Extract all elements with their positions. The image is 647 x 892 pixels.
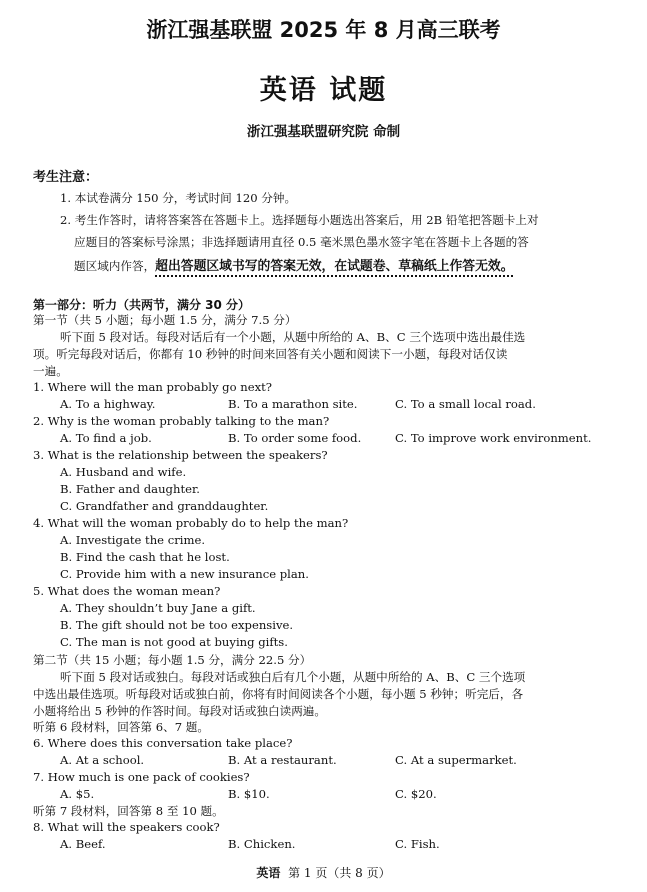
footer-page-number: 第 1 页（共 8 页）	[288, 866, 391, 880]
q1-option-c: C. To a small local road.	[395, 397, 536, 411]
section1-instruction-1: 听下面 5 段对话。每段对话后有一个小题，从题中所给的 A、B、C 三个选项中选出最佳选	[60, 330, 526, 344]
material-7-note: 听第 7 段材料，回答第 8 至 10 题。	[33, 804, 224, 818]
notice-item-2-line-1: 2. 考生作答时，请将答案答在答题卡上。选择题每小题选出答案后，用 2B 铅笔把答题卡上对	[60, 213, 539, 227]
q2-option-b: B. To order some food.	[228, 431, 362, 445]
notice-item-2-text: 题区域内作答，	[74, 259, 156, 273]
material-6-note: 听第 6 段材料，回答第 6、7 题。	[33, 720, 209, 734]
q4-option-a: A. Investigate the crime.	[60, 533, 206, 547]
question-2: 2. Why is the woman probably talking to the man?	[33, 414, 330, 428]
question-1: 1. Where will the man probably go next?	[33, 380, 273, 394]
section1-heading: 第一节（共 5 小题；每小题 1.5 分，满分 7.5 分）	[33, 313, 297, 327]
q3-option-b: B. Father and daughter.	[60, 482, 200, 496]
section2-heading: 第二节（共 15 小题；每小题 1.5 分，满分 22.5 分）	[33, 653, 312, 667]
q7-option-a: A. $5.	[60, 787, 95, 801]
q5-option-a: A. They shouldn’t buy Jane a gift.	[60, 601, 256, 615]
notice-emphasis: 超出答题区域书写的答案无效，在试题卷、草稿纸上作答无效。	[155, 259, 514, 274]
q1-option-a: A. To a highway.	[60, 397, 156, 411]
q2-option-a: A. To find a job.	[60, 431, 152, 445]
q5-option-c: C. The man is not good at buying gifts.	[60, 635, 288, 649]
question-7: 7. How much is one pack of cookies?	[33, 770, 250, 784]
notice-item-2-line-3	[74, 255, 513, 274]
q8-option-b: B. Chicken.	[228, 837, 296, 851]
part1-heading: 第一部分：听力（共两节，满分 30 分）	[33, 298, 251, 312]
section1-instruction-3: 一遍。	[33, 364, 68, 378]
q1-option-b: B. To a marathon site.	[228, 397, 358, 411]
q4-option-c: C. Provide him with a new insurance plan.	[60, 567, 309, 581]
notice-heading: 考生注意：	[33, 170, 99, 185]
section2-instruction-2: 中选出最佳选项。听每段对话或独白前，你将有时间阅读各个小题，每小题 5 秒钟；听完后，各	[33, 687, 524, 701]
q6-option-c: C. At a supermarket.	[395, 753, 517, 767]
section2-instruction-3: 小题将给出 5 秒钟的作答时间。每段对话或独白读两遍。	[33, 704, 326, 718]
footer-subject: 英语	[256, 866, 281, 880]
notice-item-2-line-2: 应题目的答案标号涂黑；非选择题请用直径 0.5 毫米黑色墨水签字笔在答题卡上各题的答	[74, 235, 529, 249]
question-6: 6. Where does this conversation take place?	[33, 736, 293, 750]
q8-option-a: A. Beef.	[60, 837, 106, 851]
q6-option-a: A. At a school.	[60, 753, 145, 767]
section2-instruction-1: 听下面 5 段对话或独白。每段对话或独白后有几个小题，从题中所给的 A、B、C 三个选项	[60, 670, 526, 684]
q2-option-c: C. To improve work environment.	[395, 431, 592, 445]
page-footer	[0, 864, 647, 881]
question-4: 4. What will the woman probably do to help the man?	[33, 516, 349, 530]
q3-option-a: A. Husband and wife.	[60, 465, 187, 479]
author-line: 浙江强基联盟研究院 命制	[246, 124, 401, 140]
question-8: 8. What will the speakers cook?	[33, 820, 220, 834]
subject-title: 英语 试题	[259, 75, 388, 106]
q6-option-b: B. At a restaurant.	[228, 753, 337, 767]
q7-option-c: C. $20.	[395, 787, 437, 801]
question-3: 3. What is the relationship between the speakers?	[33, 448, 328, 462]
exam-title: 浙江强基联盟 2025 年 8 月高三联考	[146, 18, 501, 42]
q5-option-b: B. The gift should not be too expensive.	[60, 618, 294, 632]
q7-option-b: B. $10.	[228, 787, 270, 801]
q4-option-b: B. Find the cash that he lost.	[60, 550, 230, 564]
notice-item-1: 1. 本试卷满分 150 分，考试时间 120 分钟。	[60, 191, 297, 205]
q8-option-c: C. Fish.	[395, 837, 440, 851]
section1-instruction-2: 项。听完每段对话后，你都有 10 秒钟的时间来回答有关小题和阅读下一小题，每段对话仅读	[33, 347, 508, 361]
question-5: 5. What does the woman mean?	[33, 584, 221, 598]
q3-option-c: C. Grandfather and granddaughter.	[60, 499, 269, 513]
